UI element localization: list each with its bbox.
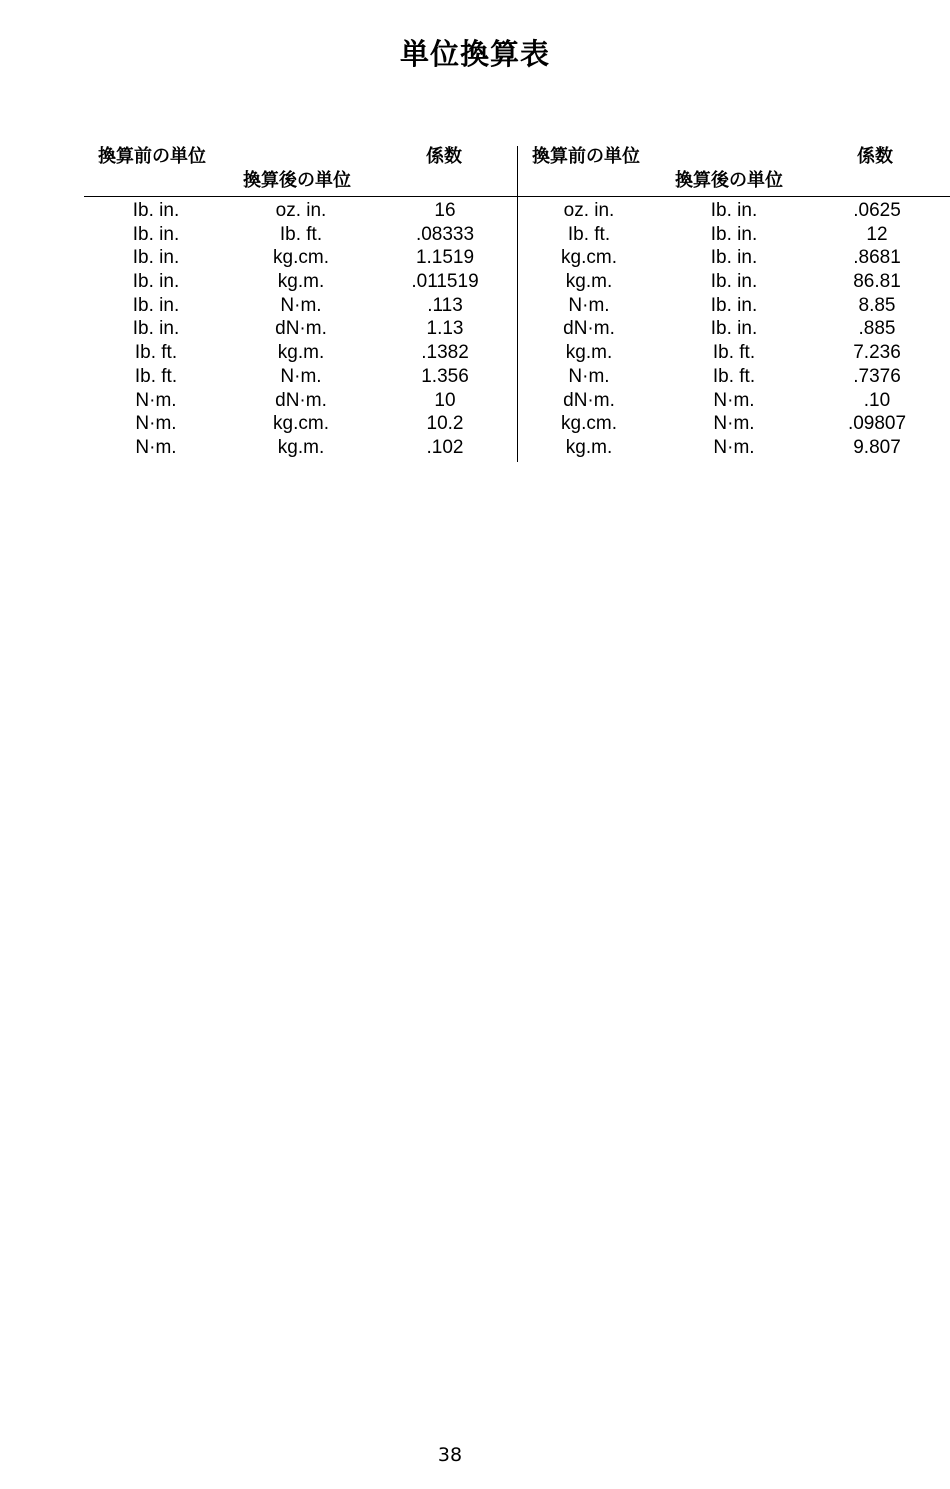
cell-right-factor: .0625 [853,200,901,221]
cell-left-from-unit: Ib. in. [132,200,180,221]
table-row [0,365,950,389]
cell-right-factor: .09807 [847,413,907,435]
table-row [0,412,950,436]
cell-right-factor: .8681 [853,247,901,269]
table-row [0,294,950,318]
header-left-factor: 係数 [426,146,462,167]
table-row [0,199,950,223]
cell-left-factor: .011519 [411,271,479,293]
cell-right-to-unit: Ib. in. [710,294,758,316]
cell-right-factor: 9.807 [853,436,901,458]
cell-left-from-unit: N·m. [135,413,177,435]
cell-left-factor: 1.13 [426,318,464,340]
cell-right-to-unit: Ib. in. [710,247,758,269]
cell-left-from-unit: Ib. in. [132,318,180,340]
page-title: 単位換算表 [399,37,550,71]
cell-left-to-unit: Ib. ft. [279,223,323,245]
cell-left-to-unit: oz. in. [275,200,327,221]
table-row [0,246,950,270]
cell-right-factor: .10 [863,389,891,411]
cell-left-to-unit: N·m. [280,365,322,387]
cell-left-factor: 1.356 [421,365,469,387]
cell-right-to-unit: Ib. in. [710,223,758,245]
cell-right-to-unit: N·m. [713,389,755,411]
cell-left-factor: 10.2 [426,413,464,435]
cell-left-factor: 16 [434,200,456,221]
cell-left-to-unit: kg.m. [277,271,325,293]
cell-right-from-unit: kg.cm. [561,413,617,435]
cell-right-to-unit: Ib. in. [710,200,758,221]
cell-right-from-unit: N·m. [568,294,610,316]
cell-right-factor: 7.236 [853,342,901,364]
cell-left-to-unit: kg.m. [277,436,325,458]
cell-left-from-unit: N·m. [135,436,177,458]
cell-right-factor: 86.81 [853,271,901,293]
cell-right-factor: .7376 [853,365,901,387]
conversion-table-body [0,199,950,460]
cell-left-to-unit: kg.cm. [273,413,329,435]
table-row [0,341,950,365]
cell-left-to-unit: dN·m. [275,318,327,340]
cell-left-to-unit: N·m. [280,294,322,316]
table-row [0,317,950,341]
cell-left-from-unit: N·m. [135,389,177,411]
cell-right-from-unit: dN·m. [563,318,615,340]
cell-right-factor: 12 [866,223,888,245]
table-row [0,223,950,247]
cell-left-factor: .08333 [415,223,475,245]
cell-right-to-unit: Ib. ft. [712,365,756,387]
cell-right-to-unit: Ib. ft. [712,342,756,364]
table-row [0,389,950,413]
header-right-from-unit: 換算前の単位 [532,146,640,167]
cell-right-to-unit: N·m. [713,413,755,435]
table-row [0,436,950,460]
cell-left-factor: 1.1519 [415,247,475,269]
header-left-to-unit: 換算後の単位 [243,170,351,191]
page-number: 38 [437,1444,463,1466]
cell-right-from-unit: N·m. [568,365,610,387]
cell-left-from-unit: Ib. in. [132,271,180,293]
cell-right-from-unit: Ib. ft. [567,223,611,245]
cell-left-to-unit: kg.m. [277,342,325,364]
cell-left-from-unit: Ib. ft. [134,365,178,387]
cell-right-from-unit: kg.m. [565,271,613,293]
cell-right-from-unit: kg.m. [565,342,613,364]
cell-left-to-unit: kg.cm. [273,247,329,269]
cell-right-factor: 8.85 [858,294,896,316]
header-right-factor: 係数 [857,146,893,167]
cell-left-from-unit: Ib. in. [132,223,180,245]
cell-left-to-unit: dN·m. [275,389,327,411]
cell-left-from-unit: Ib. ft. [134,342,178,364]
cell-left-factor: .102 [426,436,464,458]
cell-left-factor: 10 [434,389,456,411]
cell-left-from-unit: Ib. in. [132,294,180,316]
cell-right-to-unit: Ib. in. [710,318,758,340]
header-left-from-unit: 換算前の単位 [98,146,206,167]
cell-right-factor: .885 [858,318,896,340]
header-right-to-unit: 換算後の単位 [675,170,783,191]
cell-right-to-unit: Ib. in. [710,271,758,293]
cell-right-from-unit: oz. in. [563,200,615,221]
cell-right-from-unit: dN·m. [563,389,615,411]
cell-left-factor: .113 [427,294,463,316]
cell-left-factor: .1382 [421,342,469,364]
cell-right-to-unit: N·m. [713,436,755,458]
cell-right-from-unit: kg.cm. [561,247,617,269]
table-row [0,270,950,294]
cell-left-from-unit: Ib. in. [132,247,180,269]
cell-right-from-unit: kg.m. [565,436,613,458]
